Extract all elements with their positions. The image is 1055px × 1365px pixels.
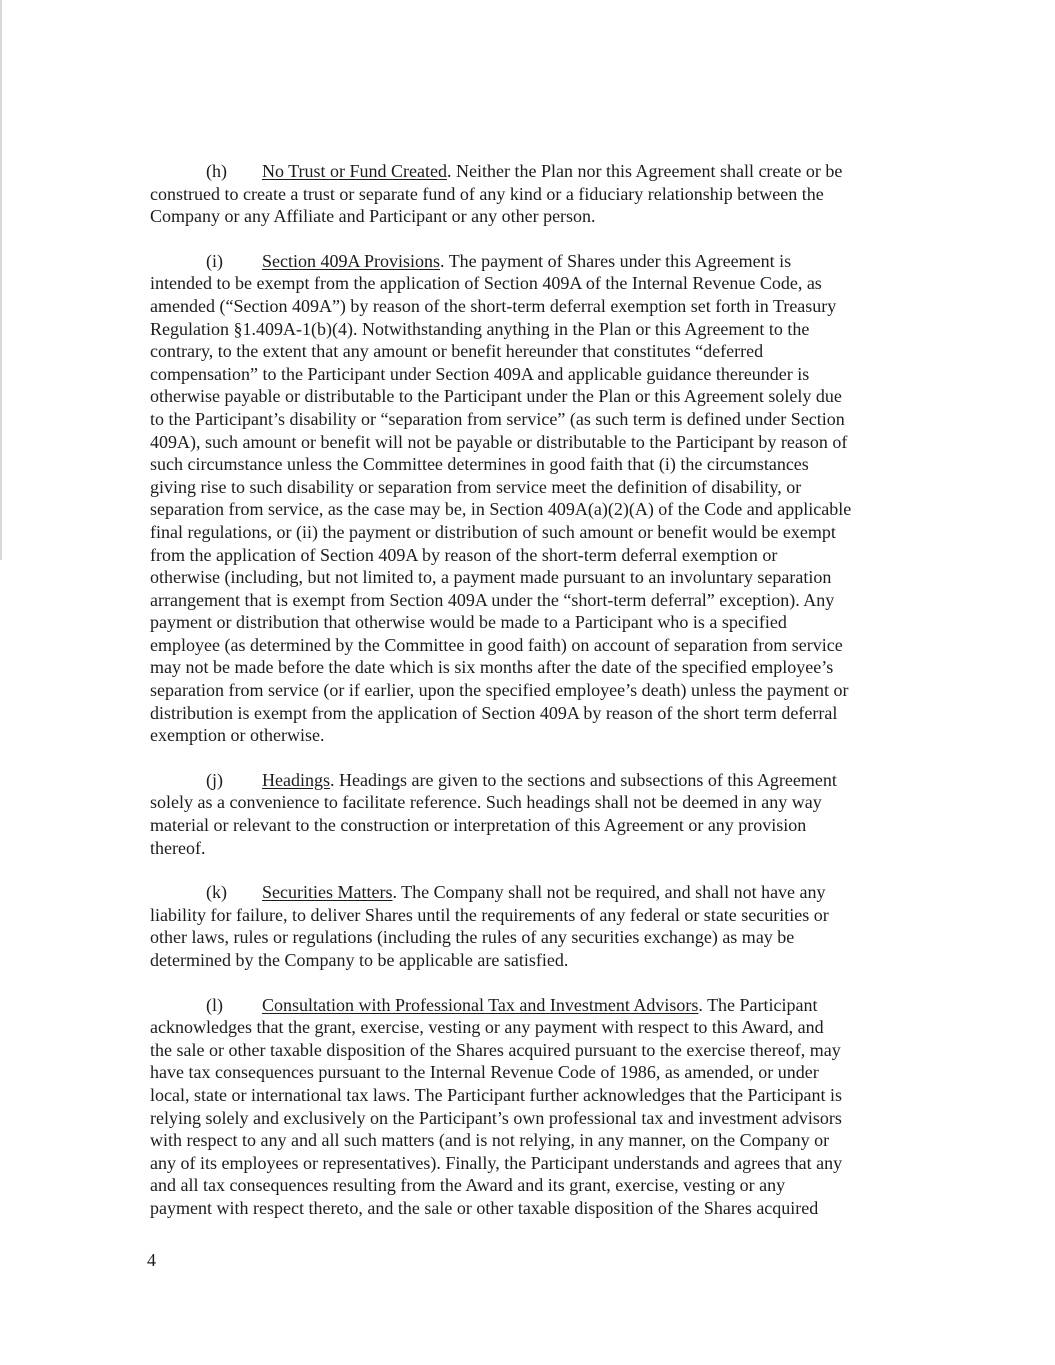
section-line: 409A), such amount or benefit will not be payable or distributable to the Participant by reason of (150, 431, 848, 452)
section-line: Regulation §1.409A-1(b)(4). Notwithstanding anything in the Plan or this Agreement to the (150, 318, 810, 339)
section-i (150, 250, 910, 747)
section-line: with respect to any and all such matters (and is not relying, in any manner, on the Company or (150, 1130, 830, 1151)
section-line: have tax consequences pursuant to the Internal Revenue Code of 1986, as amended, or under (150, 1062, 819, 1083)
page-number: 4 (147, 1250, 156, 1270)
section-line: determined by the Company to be applicable are satisfied. (150, 950, 569, 970)
section-line (150, 994, 910, 1017)
section-line: compensation” to the Participant under Section 409A and applicable guidance thereunder is (150, 363, 810, 384)
section-line: otherwise (including, but not limited to, a payment made pursuant to an involuntary separation (150, 567, 832, 588)
section-heading: Consultation with Professional Tax and Investment Advisors (262, 994, 699, 1015)
section-line: thereof. (150, 837, 206, 858)
section-line: exemption or otherwise. (150, 725, 325, 746)
section-line: relying solely and exclusively on the Participant’s own professional tax and investment advisors (150, 1107, 842, 1128)
section-line: intended to be exempt from the application of Section 409A of the Internal Revenue Code, as (150, 273, 822, 294)
section-line: such circumstance unless the Committee determines in good faith that (i) the circumstances (150, 454, 809, 475)
section-line: distribution is exempt from the application of Section 409A by reason of the short term deferral (150, 702, 838, 723)
section-line: amended (“Section 409A”) by reason of the short-term deferral exemption set forth in Treasury (150, 295, 837, 316)
section-line: giving rise to such disability or separation from service meet the definition of disability, or (150, 476, 802, 497)
section-text: . Headings are given to the sections and subsections of this Agreement (329, 769, 837, 790)
section-line (150, 250, 910, 273)
section-label: (i) (206, 250, 223, 271)
section-line: final regulations, or (ii) the payment or distribution of such amount or benefit would be exempt (150, 521, 836, 542)
section-line (150, 881, 910, 904)
section-line: other laws, rules or regulations (including the rules of any securities exchange) as may be (150, 927, 795, 948)
section-l (150, 994, 910, 1220)
section-heading: Securities Matters (262, 882, 393, 903)
section-line: separation from service, as the case may be, in Section 409A(a)(2)(A) of the Code and applicable (150, 499, 852, 520)
section-line: construed to create a trust or separate fund of any kind or a fiduciary relationship between the (150, 183, 824, 204)
section-j (150, 769, 910, 859)
section-label: (l) (206, 994, 223, 1015)
section-line: to the Participant’s disability or “separation from service” (as such term is defined under Section (150, 408, 845, 429)
section-heading: No Trust or Fund Created (262, 161, 448, 181)
section-line: the sale or other taxable disposition of the Shares acquired pursuant to the exercise thereof, may (150, 1039, 841, 1060)
section-line: local, state or international tax laws. The Participant further acknowledges that the Participant is (150, 1084, 842, 1105)
section-label: (j) (206, 769, 223, 790)
section-k (150, 881, 910, 971)
section-line: separation from service (or if earlier, upon the specified employee’s death) unless the payment or (150, 680, 849, 701)
section-line: contrary, to the extent that any amount or benefit hereunder that constitutes “deferred (150, 341, 764, 362)
section-text: . The payment of Shares under this Agreement is (440, 250, 792, 271)
section-label: (h) (206, 161, 227, 181)
section-line (150, 769, 910, 792)
section-label: (k) (206, 882, 227, 903)
section-line: otherwise payable or distributable to the Participant under the Plan or this Agreement solely due (150, 386, 842, 407)
section-line: material or relevant to the construction or interpretation of this Agreement or any provision (150, 815, 807, 836)
document-body (150, 160, 910, 1242)
section-line: acknowledges that the grant, exercise, vesting or any payment with respect to this Award, and (150, 1017, 824, 1038)
section-text: . The Company shall not be required, and shall not have any (392, 882, 826, 903)
section-line (150, 160, 910, 183)
section-line: from the application of Section 409A by reason of the short-term deferral exemption or (150, 544, 778, 565)
section-line: and all tax consequences resulting from the Award and its grant, exercise, vesting or any (150, 1175, 786, 1196)
section-h (150, 160, 910, 228)
section-heading: Headings (262, 769, 330, 790)
section-line: any of its employees or representatives). Finally, the Participant understands and agrees that any (150, 1152, 843, 1173)
section-line: Company or any Affiliate and Participant or any other person. (150, 206, 596, 227)
section-line: employee (as determined by the Committee in good faith) on account of separation from service (150, 634, 843, 655)
section-line: liability for failure, to deliver Shares until the requirements of any federal or state securities or (150, 904, 829, 925)
scan-edge (0, 0, 2, 560)
section-text: . Neither the Plan nor this Agreement shall create or be (447, 161, 843, 181)
section-line: may not be made before the date which is six months after the date of the specified employee’s (150, 657, 834, 678)
section-line: payment or distribution that otherwise would be made to a Participant who is a specified (150, 612, 787, 633)
section-line: payment with respect thereto, and the sale or other taxable disposition of the Shares acquired (150, 1197, 819, 1218)
section-heading: Section 409A Provisions (262, 250, 441, 271)
section-line: solely as a convenience to facilitate reference. Such headings shall not be deemed in any way (150, 792, 822, 813)
section-text: . The Participant (698, 994, 818, 1015)
section-line: arrangement that is exempt from Section 409A under the “short-term deferral” exception). Any (150, 589, 835, 610)
